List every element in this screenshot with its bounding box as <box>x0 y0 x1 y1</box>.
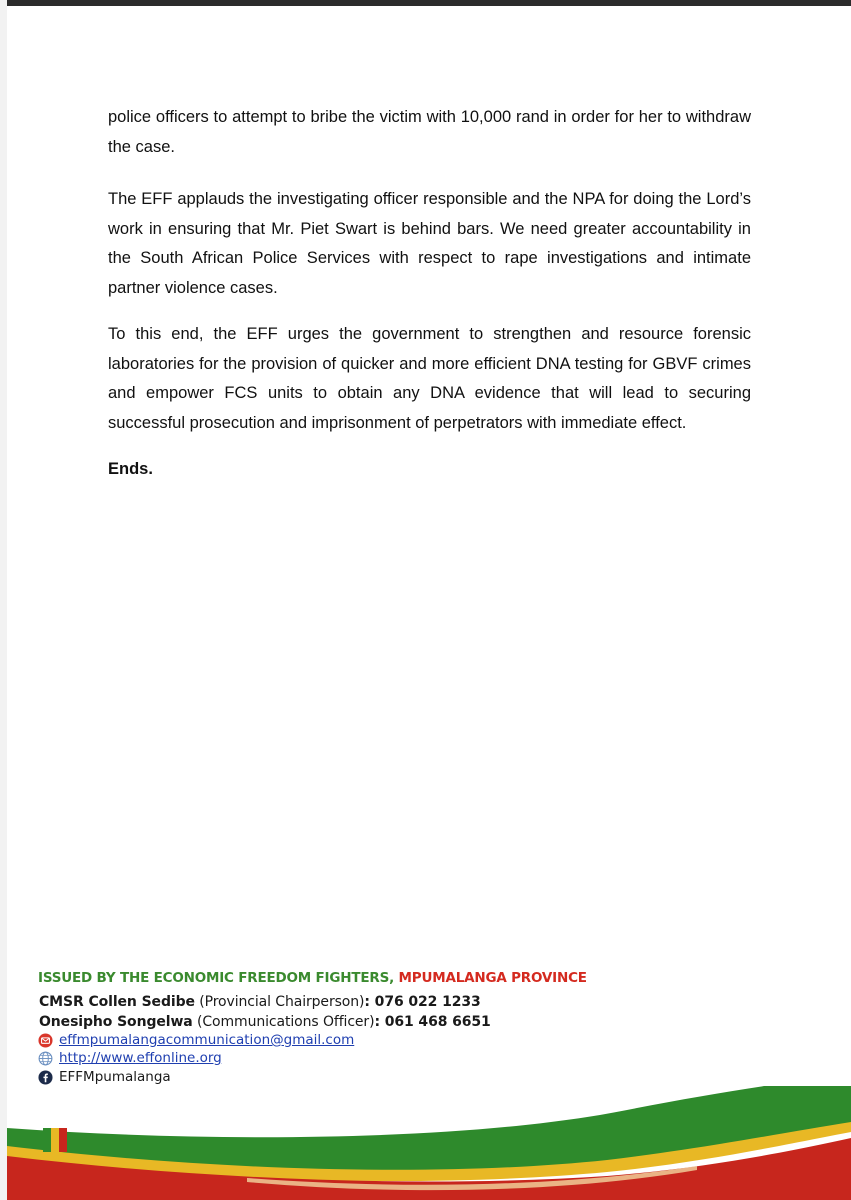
paragraph-2: The EFF applauds the investigating officer responsible and the NPA for doing the Lord’s work in ensuring that Mr. Piet Swart is behind bars. We need greater accountability in the South African Police Services with respect to rape investigations and intimate partner violence cases. <box>108 190 751 297</box>
contact-phone: : 061 468 6651 <box>374 1014 491 1030</box>
contact-phone: : 076 022 1233 <box>364 994 481 1010</box>
facebook-handle: EFFMpumalanga <box>59 1069 171 1085</box>
contact-name: CMSR Collen Sedibe <box>39 994 195 1010</box>
paragraph-1: police officers to attempt to bribe the victim with 10,000 rand in order for her to withdraw the case. <box>108 108 751 156</box>
email-row <box>38 1032 354 1048</box>
contact-role: (Provincial Chairperson) <box>199 994 365 1010</box>
issued-by-line <box>38 970 587 986</box>
facebook-icon <box>38 1070 53 1085</box>
document-page <box>7 6 851 1200</box>
paragraph-3: To this end, the EFF urges the government to strengthen and resource forensic laboratories for the provision of quicker and more efficient DNA testing for GBVF crimes and empower FCS units to obtain any DNA evidence that will lead to securing successful prosecution and imprisonment of perpetrators with immediate effect. <box>108 325 751 432</box>
website-link[interactable]: http://www.effonline.org <box>59 1050 222 1066</box>
contact-role: (Communications Officer) <box>197 1014 375 1030</box>
contact-chairperson <box>39 994 481 1010</box>
contact-communications-officer <box>39 1014 491 1030</box>
issued-by-text: ISSUED BY THE ECONOMIC FREEDOM FIGHTERS, <box>38 970 395 986</box>
viewer-left-margin <box>0 0 7 1200</box>
contact-name: Onesipho Songelwa <box>39 1014 193 1030</box>
province-text: MPUMALANGA PROVINCE <box>398 970 587 986</box>
footer-wave-banner <box>7 1086 851 1200</box>
email-link[interactable]: effmpumalangacommunication@gmail.com <box>59 1032 355 1048</box>
globe-icon <box>38 1051 53 1066</box>
closing-ends: Ends. <box>108 460 153 478</box>
website-row <box>38 1050 222 1066</box>
facebook-row <box>38 1069 171 1085</box>
email-icon <box>38 1033 53 1048</box>
